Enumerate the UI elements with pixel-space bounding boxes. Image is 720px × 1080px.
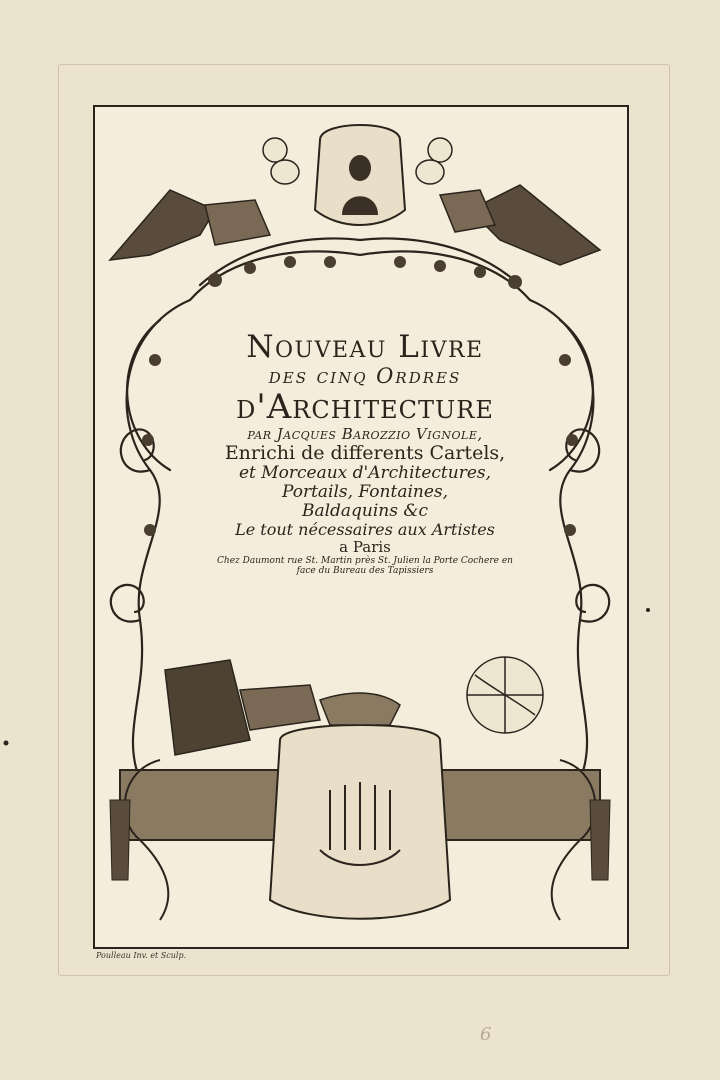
author-line: par Jacques Barozzio Vignole, xyxy=(247,425,483,444)
place-line: a Paris xyxy=(339,538,391,557)
publisher-line-2: face du Bureau des Tapissiers xyxy=(296,566,434,577)
subtitle-line-1: Enrichi de differents Cartels, xyxy=(224,442,506,465)
subtitle-line-5: Le tout nécessaires aux Artistes xyxy=(235,520,495,540)
subtitle-line-4: Baldaquins &c xyxy=(301,501,429,522)
pencil-mark: 6 xyxy=(480,1024,492,1045)
publisher-line-1: Chez Daumont rue St. Martin près St. Julien la Porte Cochere en xyxy=(217,556,513,567)
title-line-2: des cinq Ordres xyxy=(268,363,462,388)
title-line-3: d'Architecture xyxy=(236,387,494,428)
title-block xyxy=(195,330,535,576)
subtitle-line-3: Portails, Fontaines, xyxy=(281,482,449,503)
subtitle-line-2: et Morceaux d'Architectures, xyxy=(238,463,492,484)
title-line-1: Nouveau Livre xyxy=(246,329,484,365)
engraver-signature: Poulleau Inv. et Sculp. xyxy=(96,951,187,960)
